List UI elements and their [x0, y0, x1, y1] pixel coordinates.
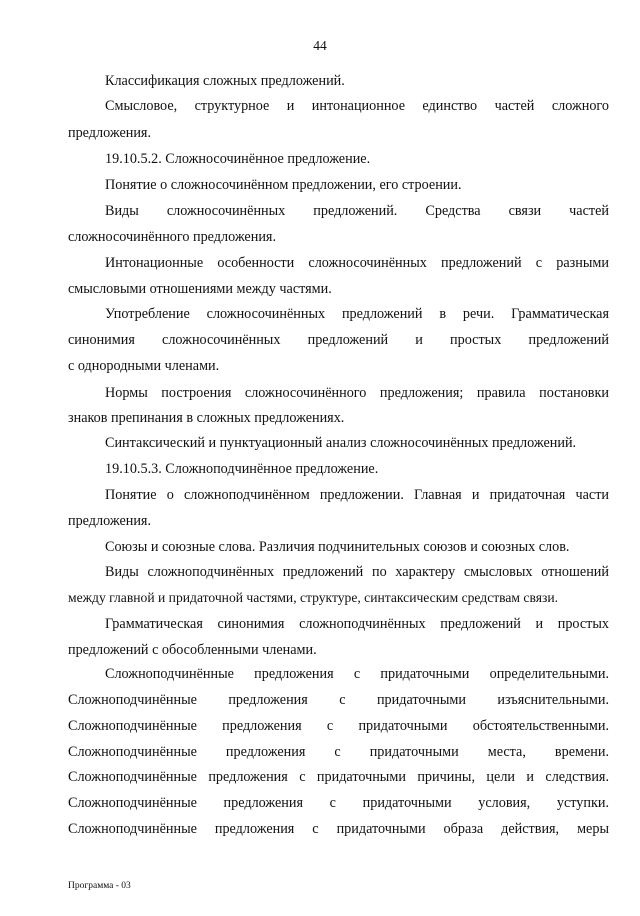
text-line: 19.10.5.3. Сложноподчинённое предложение.: [105, 461, 379, 477]
text-line: Сложноподчинённые предложения с придаточными образа действия, меры: [68, 821, 609, 837]
text-line: Нормы построения сложносочинённого предложения; правила постановки: [105, 385, 609, 401]
text-line: предложений с обособленными членами.: [68, 642, 317, 658]
text-line: синонимия сложносочинённых предложений и простых предложений: [68, 332, 609, 348]
text-line: Сложноподчинённые предложения с придаточными причины, цели и следствия.: [68, 769, 609, 785]
text-line: смысловыми отношениями между частями.: [68, 281, 332, 297]
text-line: Понятие о сложноподчинённом предложении. Главная и придаточная части: [105, 487, 609, 503]
text-line: предложения.: [68, 513, 152, 529]
text-line: с однородными членами.: [68, 358, 220, 374]
text-line: Сложноподчинённые предложения с придаточными обстоятельственными.: [68, 718, 609, 734]
text-line: Сложноподчинённые предложения с придаточными места, времени.: [68, 744, 609, 760]
text-line: Смысловое, структурное и интонационное единство частей сложного: [105, 98, 609, 114]
text-line: Виды сложносочинённых предложений. Средства связи частей: [105, 203, 609, 219]
text-line: Грамматическая синонимия сложноподчинённых предложений и простых: [105, 616, 609, 632]
text-line: Сложноподчинённые предложения с придаточными определительными.: [105, 666, 609, 682]
text-line: Синтаксический и пунктуационный анализ сложносочинённых предложений.: [105, 435, 577, 451]
text-line: Виды сложноподчинённых предложений по характеру смысловых отношений: [105, 564, 609, 580]
text-line: Употребление сложносочинённых предложений в речи. Грамматическая: [105, 306, 609, 322]
text-line: Сложноподчинённые предложения с придаточными условия, уступки.: [68, 795, 609, 811]
text-line: между главной и придаточной частями, структуре, синтаксическим средствам связи.: [68, 590, 559, 605]
text-line: 19.10.5.2. Сложносочинённое предложение.: [105, 151, 371, 167]
page-number: 44: [313, 38, 327, 53]
text-line: Союзы и союзные слова. Различия подчинительных союзов и союзных слов.: [105, 539, 570, 555]
page-footer: Программа - 03: [68, 881, 131, 891]
text-line: Сложноподчинённые предложения с придаточными изъяснительными.: [68, 692, 609, 708]
text-line: сложносочинённого предложения.: [68, 229, 276, 245]
text-line: знаков препинания в сложных предложениях.: [68, 410, 345, 426]
text-line: Классификация сложных предложений.: [105, 73, 345, 89]
text-line: предложения.: [68, 125, 152, 141]
text-line: Интонационные особенности сложносочинённых предложений с разными: [105, 255, 609, 271]
text-line: Понятие о сложносочинённом предложении, его строении.: [105, 177, 462, 193]
